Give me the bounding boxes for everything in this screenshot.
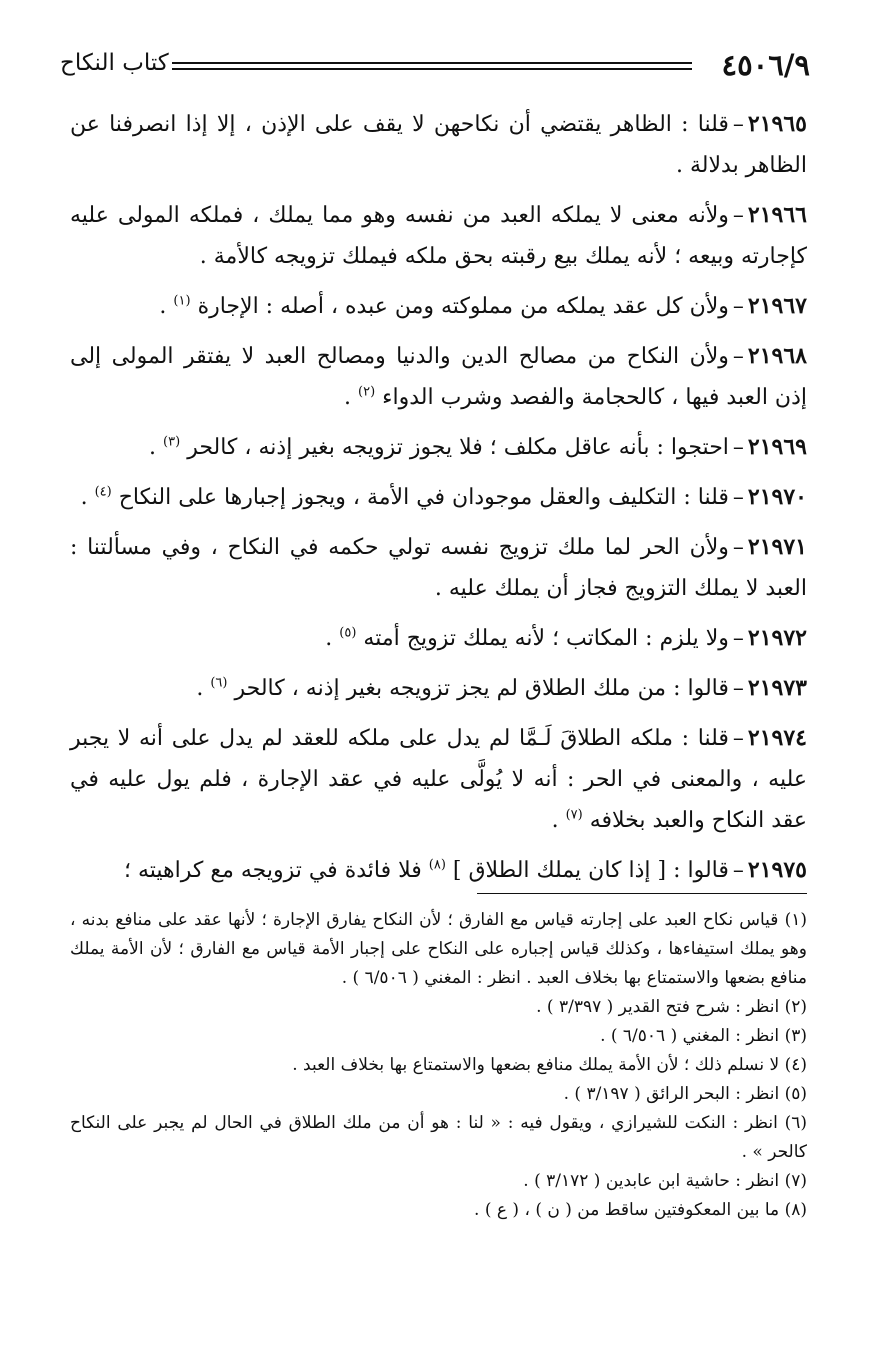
footnote-ref[interactable]: (٢) <box>358 384 376 400</box>
footnote-text: انظر : شرح فتح القدير ( ٣/٣٩٧ ) . <box>536 997 780 1017</box>
footnote-ref[interactable]: (٧) <box>565 807 583 823</box>
paragraph-number: ٢١٩٦٨ <box>747 343 807 369</box>
paragraph-number: ٢١٩٦٩ <box>747 434 807 460</box>
paragraph-text: قلنا : الظاهر يقتضي أن نكاحهن لا يقف على الإذن ، إلا إذا انصرفنا عن الظاهر بدلالة . <box>70 112 807 178</box>
paragraph: ٢١٩٧٥–قالوا : [ إذا كان يملك الطلاق ] $^{(٨)}$ فلا فائدة في تزويجه مع كراهيته ؛ <box>123 857 807 883</box>
paragraph-text: ولأن الحر لما ملك تزويج نفسه تولي حكمه في النكاح ، وفي مسألتنا : العبد لا يملك التزويج فجاز أن يملك عليه . <box>70 535 807 601</box>
footnote-number: (٣) <box>784 1026 807 1046</box>
footnote <box>70 1022 807 1051</box>
paragraph: ٢١٩٧٤–قلنا : ملكه الطلاقَ لَـمَّا لم يدل على ملكه للعقد لم يدل على أنه لا يجبر عليه ، والمعنى في الحر : أنه لا يُولَّى عليه في عقد الإجارة ، فلم يول عليه في عقد النكاح والعبد بخلافه $^{(٧)}$ . <box>70 725 807 833</box>
page-number: ٤٥٠٦/٩ <box>721 48 810 82</box>
paragraph-text: ولا يلزم : المكاتب ؛ لأنه يملك تزويج أمته <box>363 626 729 651</box>
paragraph-number: ٢١٩٧٠ <box>747 484 807 510</box>
paragraph-text: قلنا : ملكه الطلاقَ لَـمَّا لم يدل على ملكه للعقد لم يدل على أنه لا يجبر عليه ، والمعنى في الحر : أنه لا يُولَّى عليه في عقد الإجارة ، فلم يول عليه في عقد النكاح والعبد بخلافه <box>70 726 807 833</box>
footnote-number: (٥) <box>784 1084 807 1104</box>
header-rule <box>172 62 692 64</box>
paragraph: ٢١٩٧٣–قالوا : من ملك الطلاق لم يجز تزويجه بغير إذنه ، كالحر $^{(٦)}$ . <box>196 675 807 701</box>
footnote-number: (٢) <box>784 997 807 1017</box>
paragraph: ٢١٩٦٩–احتجوا : بأنه عاقل مكلف ؛ فلا يجوز تزويجه بغير إذنه ، كالحر $^{(٣)}$ . <box>149 434 807 460</box>
paragraph: ٢١٩٦٥–قلنا : الظاهر يقتضي أن نكاحهن لا يقف على الإذن ، إلا إذا انصرفنا عن الظاهر بدلالة . <box>70 111 807 178</box>
paragraph-text: قلنا : التكليف والعقل موجودان في الأمة ، ويجوز إجبارها على النكاح <box>118 485 729 510</box>
footnote-ref[interactable]: (١) <box>173 293 191 309</box>
paragraph-number: ٢١٩٧٣ <box>747 675 807 701</box>
paragraph-text: قالوا : من ملك الطلاق لم يجز تزويجه بغير إذنه ، كالحر <box>234 676 729 701</box>
paragraph: ٢١٩٦٧–ولأن كل عقد يملكه من مملوكته ومن عبده ، أصله : الإجارة $^{(١)}$ . <box>159 293 807 319</box>
footnote <box>70 906 807 993</box>
paragraph: ٢١٩٦٨–ولأن النكاح من مصالح الدين والدنيا ومصالح العبد لا يفتقر المولى إلى إذن العبد فيها ، كالحجامة والفصد وشرب الدواء $^{(٢)}$ . <box>70 343 807 410</box>
footnote <box>70 1109 807 1167</box>
page-header <box>60 40 810 84</box>
footnote <box>70 1167 807 1196</box>
footnote-ref[interactable]: (٥) <box>339 625 357 641</box>
paragraph-number: ٢١٩٧٤ <box>747 725 807 751</box>
paragraph-number: ٢١٩٧٢ <box>747 625 807 651</box>
footnote-number: (٤) <box>784 1055 807 1075</box>
main-text <box>70 104 807 900</box>
footnote-ref[interactable]: (٣) <box>163 434 181 450</box>
paragraph-text: قالوا : [ إذا كان يملك الطلاق ] <box>452 858 729 883</box>
footnote <box>70 1051 807 1080</box>
paragraph-text: ولأن كل عقد يملكه من مملوكته ومن عبده ، أصله : الإجارة <box>197 294 729 319</box>
footnote-number: (١) <box>784 910 807 930</box>
footnote-separator <box>477 893 807 894</box>
footnote-ref[interactable]: (٦) <box>210 675 228 691</box>
footnote-text: انظر : النكت للشيرازي ، ويقول فيه : « لنا : هو أن من ملك الطلاق في الحال لم يجبر على النكاح كالحر » . <box>70 1113 807 1162</box>
footnote-text: قياس نكاح العبد على إجارته قياس مع الفارق ؛ لأن النكاح يفارق الإجارة ؛ لأنها عقد على منافع بدنه ، وهو يملك استيفاءها ، وكذلك قياس إجباره على النكاح على إجبار الأمة قياس مع الفارق ؛ لأن الأمة يملك منافع بضعها والاستمتاع بها بخلاف العبد . انظر : المغني ( ٦/٥٠٦ ) . <box>70 910 807 988</box>
paragraph-number: ٢١٩٦٦ <box>747 202 807 228</box>
footnote-text: انظر : حاشية ابن عابدين ( ٣/١٧٢ ) . <box>523 1171 780 1191</box>
footnotes <box>70 906 807 1225</box>
footnote <box>70 1080 807 1109</box>
footnote <box>70 1196 807 1225</box>
paragraph-number: ٢١٩٦٧ <box>747 293 807 319</box>
footnote-number: (٨) <box>784 1200 807 1220</box>
paragraph: ٢١٩٦٦–ولأنه معنى لا يملكه العبد من نفسه وهو مما يملك ، فملكه المولى عليه كإجارته وبيعه ؛ لأنه يملك بيع رقبته بحق ملكه فيملك تزويجه كالأمة . <box>70 202 807 269</box>
header-rule <box>172 68 692 70</box>
paragraph-number: ٢١٩٧١ <box>747 534 807 560</box>
paragraph: ٢١٩٧٢–ولا يلزم : المكاتب ؛ لأنه يملك تزويج أمته $^{(٥)}$ . <box>325 625 807 651</box>
footnote-text: ما بين المعكوفتين ساقط من ( ن ) ، ( ع ) . <box>474 1200 780 1220</box>
paragraph: ٢١٩٧٠–قلنا : التكليف والعقل موجودان في الأمة ، ويجوز إجبارها على النكاح $^{(٤)}$ . <box>80 484 807 510</box>
footnote-ref[interactable]: (٨) <box>428 857 446 873</box>
paragraph-number: ٢١٩٦٥ <box>747 111 807 137</box>
footnote-number: (٧) <box>784 1171 807 1191</box>
paragraph-text: احتجوا : بأنه عاقل مكلف ؛ فلا يجوز تزويجه بغير إذنه ، كالحر <box>187 435 729 460</box>
paragraph-number: ٢١٩٧٥ <box>747 857 807 883</box>
paragraph-text: ولأن النكاح من مصالح الدين والدنيا ومصالح العبد لا يفتقر المولى إلى إذن العبد فيها ، كالحجامة والفصد وشرب الدواء <box>70 344 807 410</box>
footnote-number: (٦) <box>784 1113 807 1133</box>
paragraph-text: ولأنه معنى لا يملكه العبد من نفسه وهو مما يملك ، فملكه المولى عليه كإجارته وبيعه ؛ لأنه يملك بيع رقبته بحق ملكه فيملك تزويجه كالأمة . <box>70 203 807 269</box>
footnote-text: انظر : المغني ( ٦/٥٠٦ ) . <box>600 1026 780 1046</box>
footnote-text: انظر : البحر الرائق ( ٣/١٩٧ ) . <box>563 1084 780 1104</box>
book-title: كتاب النكاح <box>60 50 169 76</box>
paragraph: ٢١٩٧١–ولأن الحر لما ملك تزويج نفسه تولي حكمه في النكاح ، وفي مسألتنا : العبد لا يملك التزويج فجاز أن يملك عليه . <box>70 534 807 601</box>
footnote-ref[interactable]: (٤) <box>94 484 112 500</box>
footnote <box>70 993 807 1022</box>
footnote-text: لا نسلم ذلك ؛ لأن الأمة يملك منافع بضعها والاستمتاع بها بخلاف العبد . <box>292 1055 780 1075</box>
